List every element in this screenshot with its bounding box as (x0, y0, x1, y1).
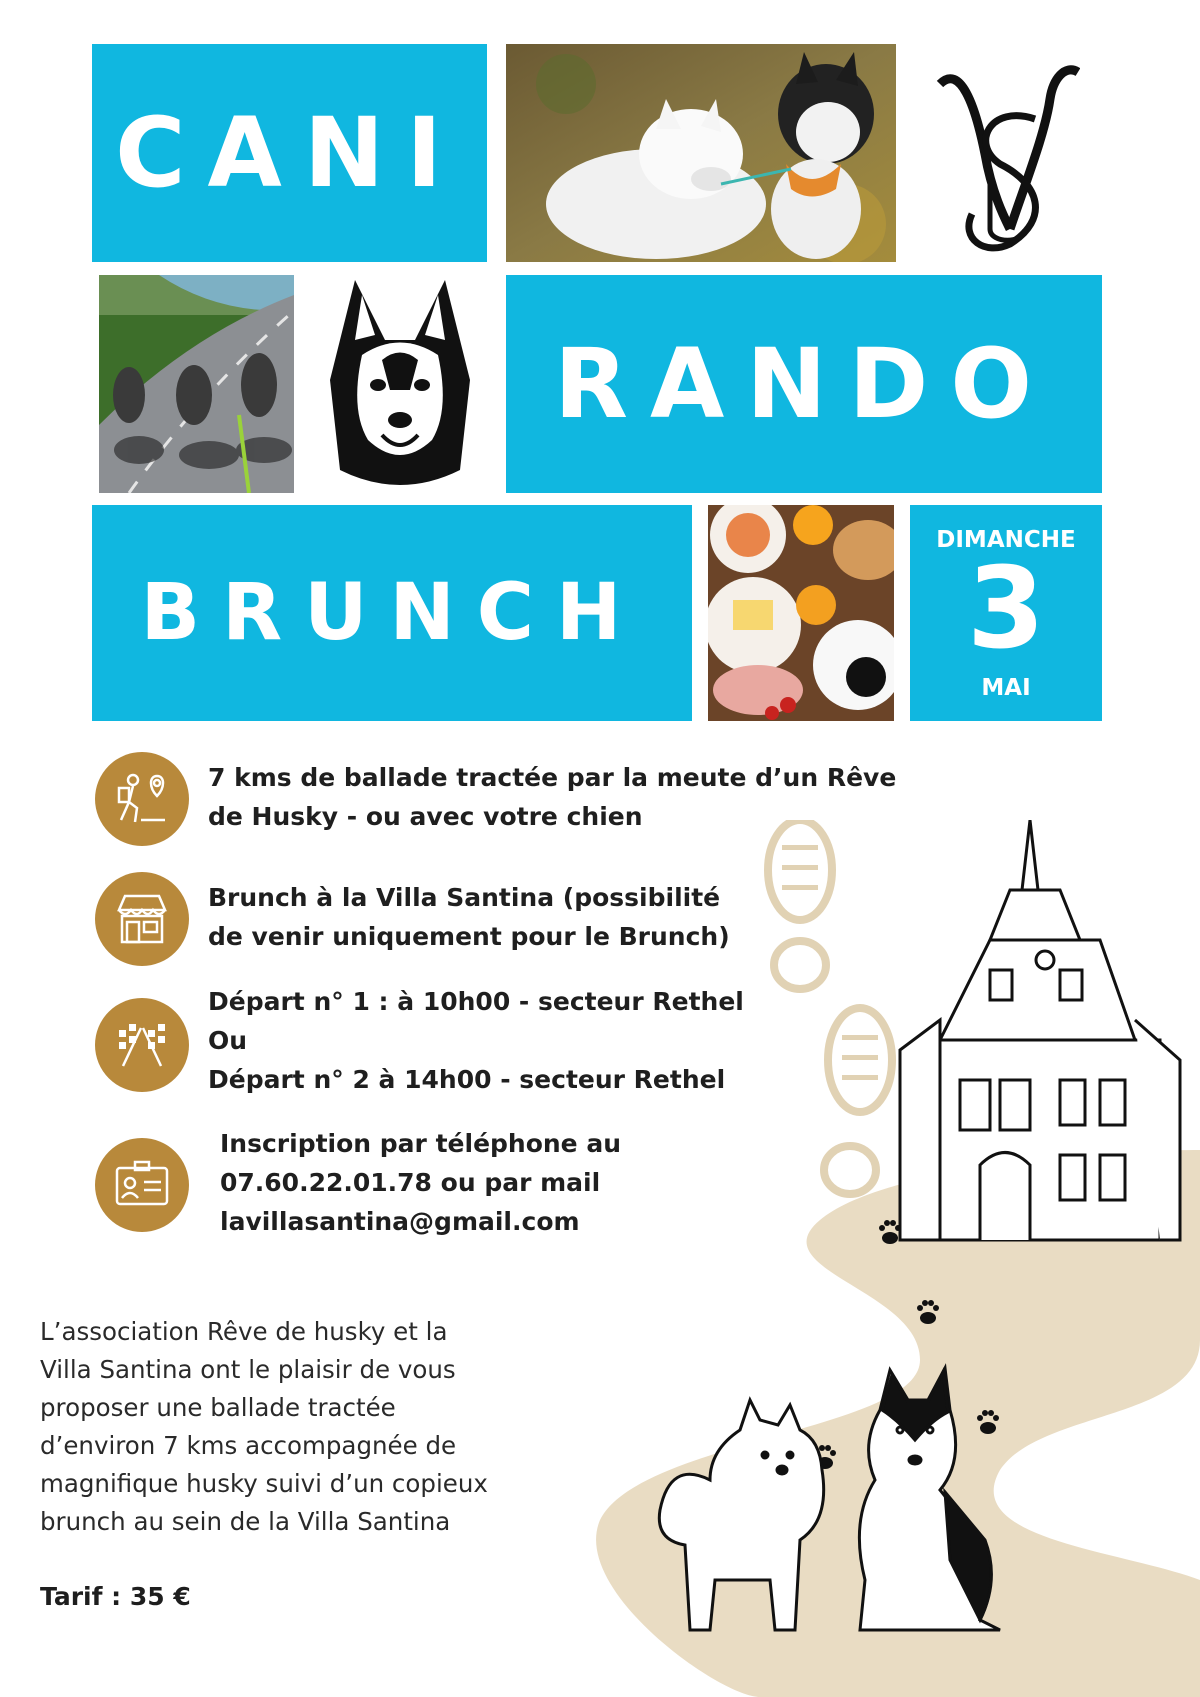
info-line: Brunch à la Villa Santina (possibilité (208, 883, 721, 912)
villa-drawing (900, 820, 1180, 1240)
info-icon-4 (95, 1138, 189, 1232)
date-weekday: DIMANCHE (936, 527, 1076, 553)
association-logo (930, 44, 1080, 262)
road-huskies-illustration (99, 275, 294, 493)
vs-monogram-logo (930, 44, 1080, 262)
info-icon-3 (95, 998, 189, 1092)
title-rando-block (506, 275, 1102, 493)
description-line: d’environ 7 kms accompagnée de (40, 1431, 457, 1460)
checkered-flags-icon (111, 1014, 173, 1076)
description-line: proposer une ballade tractée (40, 1393, 396, 1422)
date-day: 3 (967, 544, 1045, 674)
husky-head-icon (320, 270, 480, 495)
info-icon-1 (95, 752, 189, 846)
road-huskies-photo (99, 275, 294, 493)
info-line: 7 kms de ballade tractée par la meute d’un Rêve (208, 763, 897, 792)
date-month: MAI (981, 675, 1031, 701)
description-paragraph (40, 1313, 540, 1541)
description-line: Villa Santina ont le plaisir de vous (40, 1355, 456, 1384)
brunch-food-photo (708, 505, 894, 721)
restaurant-storefront-icon (111, 888, 173, 950)
id-card-icon (111, 1154, 173, 1216)
info-line: Départ n° 1 : à 10h00 - secteur Rethel (208, 987, 744, 1016)
title-brunch: BRUNCH (140, 568, 644, 658)
info-line: lavillasantina@gmail.com (220, 1207, 580, 1236)
description-line: brunch au sein de la Villa Santina (40, 1507, 451, 1536)
brunch-food-illustration (708, 505, 894, 721)
title-cani-block (92, 44, 487, 262)
info-line: 07.60.22.01.78 ou par mail (220, 1168, 601, 1197)
info-line: Départ n° 2 à 14h00 - secteur Rethel (208, 1065, 726, 1094)
info-line: Inscription par téléphone au (220, 1129, 622, 1158)
hiker-map-pin-icon (111, 768, 173, 830)
title-cani: CANI (115, 97, 464, 209)
huskies-photo (506, 44, 896, 262)
info-line: de Husky - ou avec votre chien (208, 802, 643, 831)
decorative-illustration (560, 820, 1200, 1697)
title-brunch-block (92, 505, 692, 721)
date-block (910, 505, 1102, 721)
info-icon-2 (95, 872, 189, 966)
husky-head-drawing (320, 270, 480, 495)
info-line: Ou (208, 1026, 248, 1055)
info-line: de venir uniquement pour le Brunch) (208, 922, 730, 951)
huskies-photo-illustration (506, 44, 896, 262)
description-line: magnifique husky suivi d’un copieux (40, 1469, 488, 1498)
boot-prints (768, 820, 892, 1194)
title-rando: RANDO (554, 328, 1054, 440)
price-label: Tarif : 35 € (40, 1582, 191, 1611)
description-line: L’association Rêve de husky et la (40, 1317, 448, 1346)
